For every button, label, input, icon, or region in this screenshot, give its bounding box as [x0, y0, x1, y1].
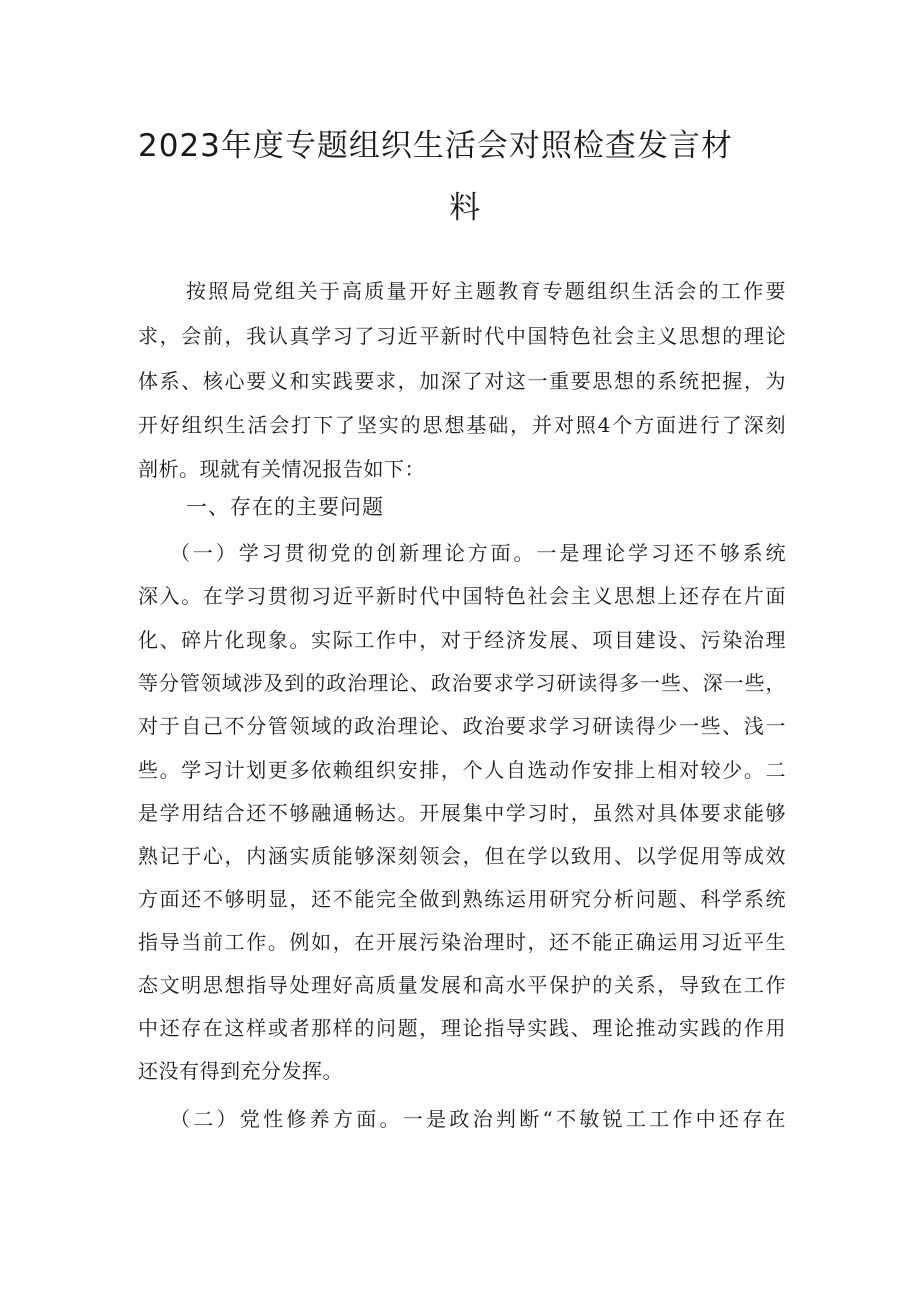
- paragraph-line: 体系、核心要义和实践要求，加深了对这一重要思想的系统把握，为: [138, 369, 786, 393]
- document-title-line-2: 料: [449, 190, 481, 226]
- paragraph-line: 等分管领域涉及到的政治理论、政治要求学习研读得多一些、深一些，: [138, 671, 786, 695]
- paragraph-line: 开好组织生活会打下了坚实的思想基础，并对照4个方面进行了深刻: [138, 413, 786, 437]
- paragraph-line: 些。学习计划更多依赖组织安排，个人自选动作安排上相对较少。二: [138, 758, 786, 782]
- paragraph-line: 深入。在学习贯彻习近平新时代中国特色社会主义思想上还存在片面: [138, 584, 786, 608]
- paragraph-line: 化、碎片化现象。实际工作中，对于经济发展、项目建设、污染治理: [138, 628, 786, 652]
- paragraph-line: 熟记于心，内涵实质能够深刻领会，但在学以致用、以学促用等成效: [138, 844, 786, 868]
- paragraph-line: 是学用结合还不够融通畅达。开展集中学习时，虽然对具体要求能够: [138, 801, 786, 825]
- paragraph-line: 中还存在这样或者那样的问题，理论指导实践、理论推动实践的作用: [138, 1016, 786, 1040]
- paragraph-line: （二）党性修养方面。一是政治判断“不敏锐工工作中还存在: [170, 1107, 786, 1131]
- paragraph-line: （一）学习贯彻党的创新理论方面。一是理论学习还不够系统: [170, 541, 786, 565]
- document-title-line-1: 2023年度专题组织生活会对照检查发言材: [138, 128, 733, 164]
- paragraph-line: 求，会前，我认真学习了习近平新时代中国特色社会主义思想的理论: [138, 324, 786, 348]
- paragraph-line: 还没有得到充分发挥。: [138, 1059, 343, 1083]
- section-heading: 一、存在的主要问题: [186, 495, 384, 519]
- paragraph-line: 方面还不够明显，还不能完全做到熟练运用研究分析问题、科学系统: [138, 887, 786, 911]
- paragraph-line: 按照局党组关于高质量开好主题教育专题组织生活会的工作要: [186, 279, 786, 303]
- paragraph-line: 态文明思想指导处理好高质量发展和高水平保护的关系，导致在工作: [138, 973, 786, 997]
- paragraph-line: 剖析。现就有关情况报告如下：: [138, 457, 425, 481]
- paragraph-line: 指导当前工作。例如，在开展污染治理时，还不能正确运用习近平生: [138, 930, 786, 954]
- paragraph-line: 对于自己不分管领域的政治理论、政治要求学习研读得少一些、浅一: [138, 714, 786, 738]
